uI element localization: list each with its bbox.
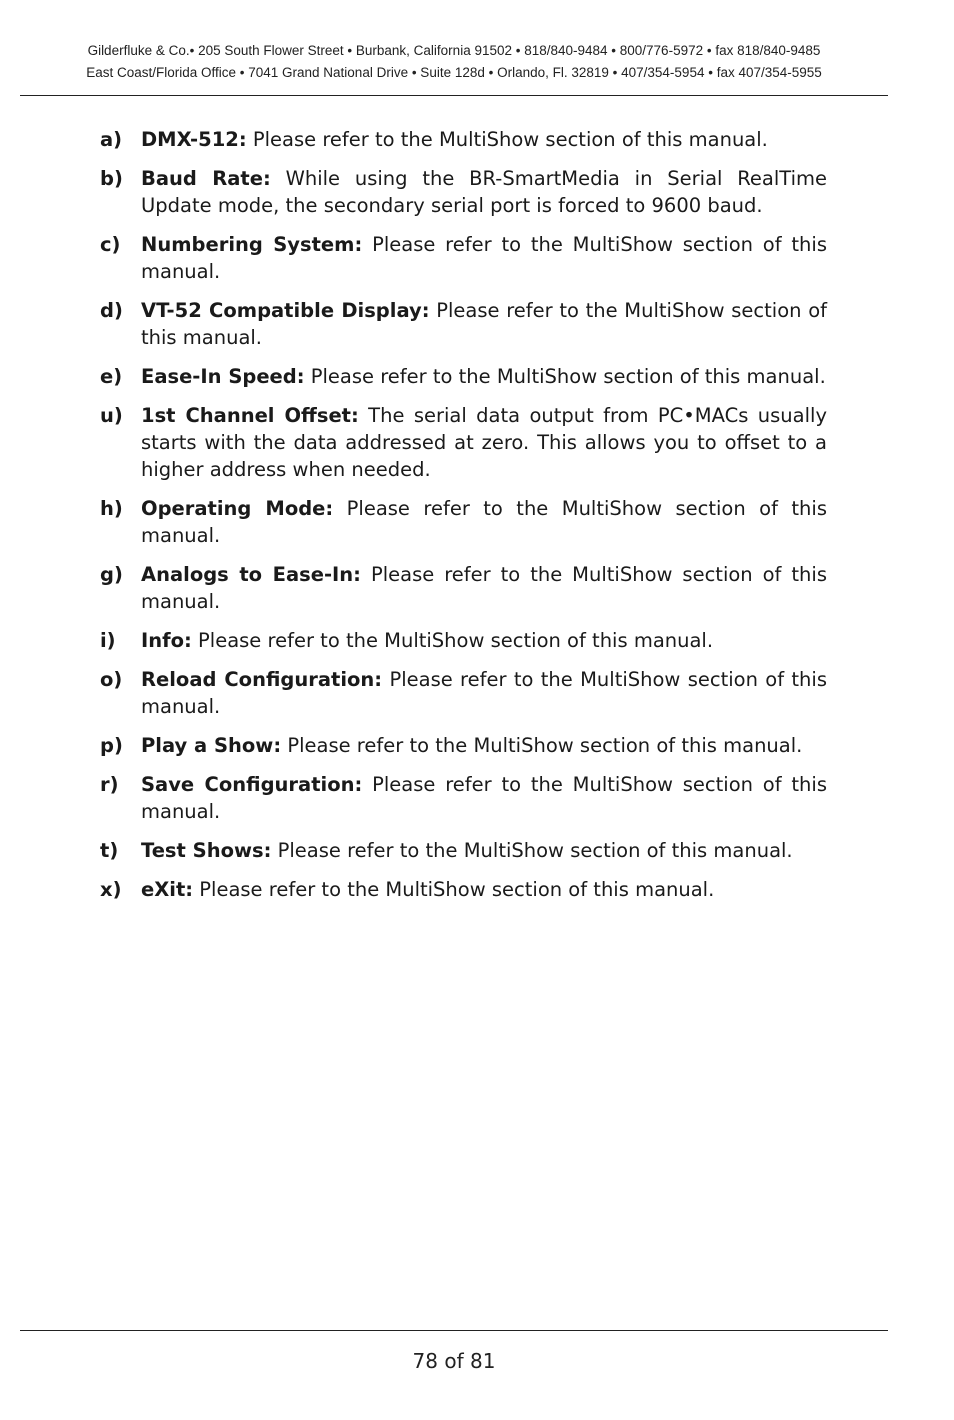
item-letter: e): [100, 365, 123, 388]
item-description: Please refer to the MultiShow section of this manual.: [246, 128, 768, 151]
item-letter: g): [100, 563, 123, 586]
item-letter: x): [100, 878, 122, 901]
item-description: While using the BR-SmartMedia in Serial RealTime Update mode, the secondary serial port is forced to 9600 baud.: [141, 167, 827, 217]
list-item: [100, 126, 827, 153]
list-item: [100, 627, 827, 654]
item-description: Please refer to the MultiShow section of this manual.: [141, 773, 827, 823]
list-item: [100, 837, 827, 864]
item-letter: p): [100, 734, 123, 757]
footer-divider: [20, 1330, 888, 1331]
item-term: Ease-In Speed:: [141, 365, 305, 388]
menu-options-list: [100, 126, 827, 915]
item-term: Test Shows:: [141, 839, 272, 862]
item-term: Operating Mode:: [141, 497, 334, 520]
item-description: Please refer to the MultiShow section of this manual.: [271, 839, 793, 862]
header-address-line-1: Gilderfluke & Co.• 205 South Flower Street • Burbank, California 91502 • 818/840-9484 • 800/776-5972 • fax 818/840-9485: [87, 43, 821, 58]
item-letter: t): [100, 839, 119, 862]
list-item: [100, 771, 827, 825]
list-item: [100, 876, 827, 903]
item-description: The serial data output from PC•MACs usually starts with the data addressed at zero. This allows you to offset to a higher address when needed.: [141, 404, 827, 481]
item-description: Please refer to the MultiShow section of this manual.: [141, 668, 827, 718]
item-description: Please refer to the MultiShow section of this manual.: [304, 365, 826, 388]
item-letter: d): [100, 299, 123, 322]
list-item: [100, 666, 827, 720]
item-letter: o): [100, 668, 123, 691]
item-term: DMX-512:: [141, 128, 247, 151]
item-term: eXit:: [141, 878, 194, 901]
item-term: Reload Configuration:: [141, 668, 383, 691]
list-item: [100, 297, 827, 351]
item-letter: i): [100, 629, 116, 652]
item-term: 1st Channel Offset:: [141, 404, 359, 427]
page-number: 78 of 81: [412, 1349, 496, 1373]
item-letter: b): [100, 167, 123, 190]
item-term: Baud Rate:: [141, 167, 271, 190]
item-description: Please refer to the MultiShow section of this manual.: [193, 878, 715, 901]
list-item: [100, 561, 827, 615]
item-description: Please refer to the MultiShow section of this manual.: [141, 233, 827, 283]
item-term: Play a Show:: [141, 734, 282, 757]
item-letter: r): [100, 773, 119, 796]
item-letter: h): [100, 497, 123, 520]
item-letter: c): [100, 233, 121, 256]
item-description: Please refer to the MultiShow section of this manual.: [141, 563, 827, 613]
header-divider: [20, 95, 888, 96]
page-header: [20, 40, 888, 84]
item-term: Save Configuration:: [141, 773, 363, 796]
list-item: [100, 231, 827, 285]
item-term: Numbering System:: [141, 233, 363, 256]
list-item: [100, 732, 827, 759]
item-description: Please refer to the MultiShow section of this manual.: [141, 299, 827, 349]
item-description: Please refer to the MultiShow section of this manual.: [281, 734, 803, 757]
item-term: Analogs to Ease-In:: [141, 563, 361, 586]
item-description: Please refer to the MultiShow section of this manual.: [141, 497, 827, 547]
item-letter: a): [100, 128, 123, 151]
list-item: [100, 495, 827, 549]
item-term: VT-52 Compatible Display:: [141, 299, 430, 322]
header-address-line-2: East Coast/Florida Office • 7041 Grand National Drive • Suite 128d • Orlando, Fl. 32819 • 407/354-5954 • fax 407/354-5955: [86, 65, 822, 80]
item-description: Please refer to the MultiShow section of this manual.: [191, 629, 714, 652]
list-item: [100, 165, 827, 219]
list-item: [100, 402, 827, 483]
list-item: [100, 363, 827, 390]
item-term: Info:: [141, 629, 192, 652]
item-letter: u): [100, 404, 123, 427]
